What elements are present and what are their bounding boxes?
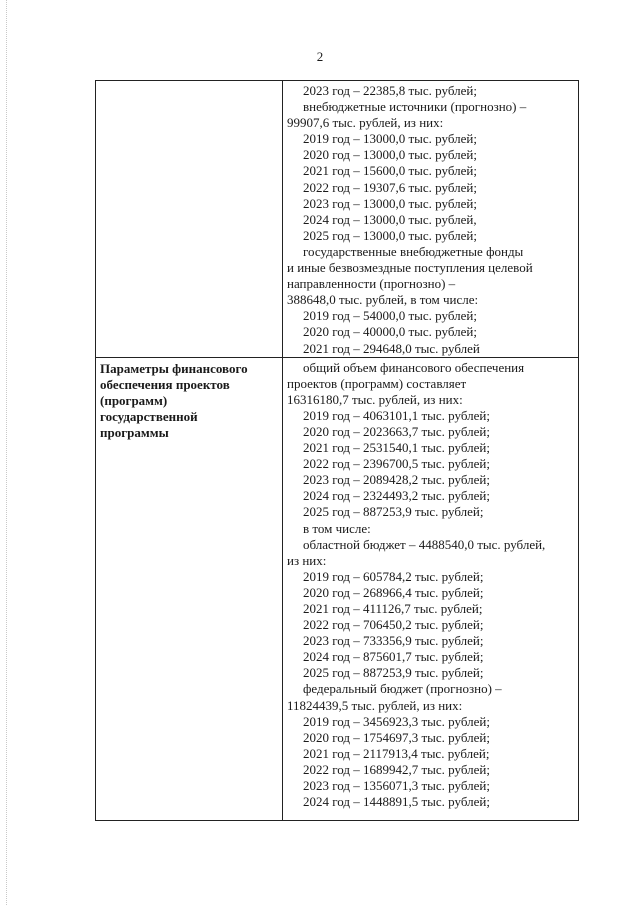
text-line: 2025 год – 887253,9 тыс. рублей; [303, 665, 484, 681]
text-line: 11824439,5 тыс. рублей, из них: [287, 697, 463, 713]
text-line: и иные безвозмездные поступления целевой [287, 260, 533, 276]
text-line: 2021 год – 2117913,4 тыс. рублей; [303, 745, 490, 761]
text-line: 2019 год – 605784,2 тыс. рублей; [303, 568, 484, 584]
text-line: 2023 год – 2089428,2 тыс. рублей; [303, 472, 490, 488]
text-line: 2020 год – 13000,0 тыс. рублей; [303, 147, 477, 163]
text-line: 2022 год – 706450,2 тыс. рублей; [303, 617, 484, 633]
text-line: внебюджетные источники (прогнозно) – [303, 99, 527, 115]
text-line: 2019 год – 3456923,3 тыс. рублей; [303, 713, 490, 729]
text-line: 2021 год – 2531540,1 тыс. рублей; [303, 440, 490, 456]
text-line: федеральный бюджет (прогнозно) – [303, 681, 502, 697]
table-cell-label-empty [96, 81, 283, 358]
text-line: 2021 год – 15600,0 тыс. рублей; [303, 163, 477, 179]
text-line: 388648,0 тыс. рублей, в том числе: [287, 292, 479, 308]
text-line: 2024 год – 1448891,5 тыс. рублей; [303, 794, 490, 810]
scan-edge-mark [6, 0, 8, 905]
text-line: 99907,6 тыс. рублей, из них: [287, 115, 444, 131]
text-line: государственные внебюджетные фонды [303, 243, 524, 259]
text-line: 16316180,7 тыс. рублей, из них: [287, 391, 463, 407]
text-line: 2025 год – 887253,9 тыс. рублей; [303, 504, 484, 520]
text-line: 2022 год – 2396700,5 тыс. рублей; [303, 456, 490, 472]
text-line: 2019 год – 13000,0 тыс. рублей; [303, 131, 477, 147]
table-cell-funding-continued [283, 81, 579, 358]
text-line: проектов (программ) составляет [287, 375, 467, 391]
text-line: 2023 год – 13000,0 тыс. рублей; [303, 195, 477, 211]
text-line: в том числе: [303, 520, 371, 536]
text-line: 2024 год – 2324493,2 тыс. рублей; [303, 488, 490, 504]
text-line: 2020 год – 268966,4 тыс. рублей; [303, 584, 484, 600]
text-line: 2023 год – 1356071,3 тыс. рублей; [303, 778, 490, 794]
text-line: 2023 год – 733356,9 тыс. рублей; [303, 633, 484, 649]
table-cell-label [96, 357, 283, 820]
text-line: общий объем финансового обеспечения [303, 359, 525, 375]
text-line: 2021 год – 294648,0 тыс. рублей [303, 340, 480, 356]
text-line: направленности (прогнозно) – [287, 276, 456, 292]
table-row [96, 81, 579, 358]
text-line: 2022 год – 1689942,7 тыс. рублей; [303, 761, 490, 777]
text-line: 2020 год – 1754697,3 тыс. рублей; [303, 729, 490, 745]
text-line: 2019 год – 4063101,1 тыс. рублей; [303, 407, 490, 423]
text-line: 2024 год – 875601,7 тыс. рублей; [303, 649, 484, 665]
text-line: 2021 год – 411126,7 тыс. рублей; [303, 601, 483, 616]
text-line: 2019 год – 54000,0 тыс. рублей; [303, 308, 477, 324]
text-line: 2024 год – 13000,0 тыс. рублей, [303, 211, 477, 227]
text-line: 2020 год – 40000,0 тыс. рублей; [303, 324, 477, 340]
text-line: областной бюджет – 4488540,0 тыс. рублей, [303, 536, 546, 552]
text-line: из них: [287, 552, 327, 568]
table-row [96, 357, 579, 820]
parameter-title: Параметры финансового обеспечения проектов (программ) государственной программы [100, 360, 248, 440]
page-number: 2 [316, 49, 324, 64]
text-line: 2023 год – 22385,8 тыс. рублей; [303, 83, 477, 98]
text-line: 2020 год – 2023663,7 тыс. рублей; [303, 423, 490, 439]
text-line: 2025 год – 13000,0 тыс. рублей; [303, 227, 477, 243]
table-cell-project-funding [283, 357, 579, 820]
passport-table [95, 80, 579, 821]
text-line: 2022 год – 19307,6 тыс. рублей; [303, 179, 477, 195]
